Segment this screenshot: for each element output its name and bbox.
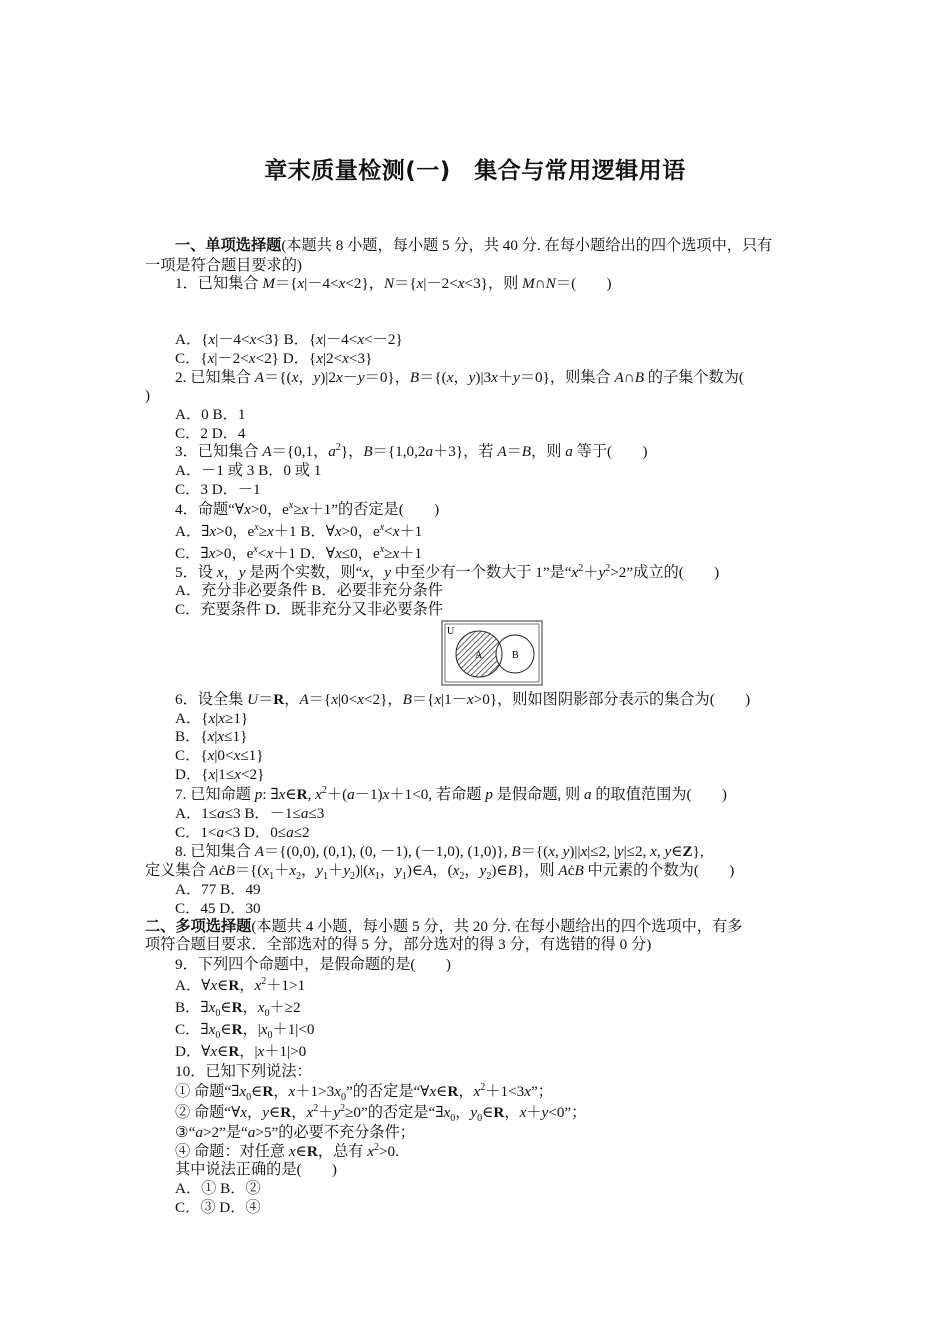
text-line: A．77 B．49 xyxy=(175,881,261,898)
text-line: A．充分非必要条件 B．必要非充分条件 xyxy=(175,582,443,599)
text-line: A．∃x>0，$e^x\ge x+1$ B．∀x>0，$e^x<x+1$ xyxy=(175,521,423,540)
text-line: C．$\exists x_0\in R$，$|x_0+1|<0$ xyxy=(175,1021,315,1042)
text-line: C．∃x>0，$e^x<x+1$ D．∀x≤0，$e^x\ge x+1$ xyxy=(175,543,423,562)
text-line: B．{x|x≤1} xyxy=(175,728,248,745)
text-line: 一、单项选择题(本题共 8 小题，每小题 5 分，共 40 分. 在每小题给出的四个选项中，只有 xyxy=(175,237,773,254)
text-line: 1．已知集合 M＝{x|－4<x<2}，N＝{x|－2<x<3}，则 M∩N＝( ) xyxy=(175,275,612,292)
text-line: C．3 D．－1 xyxy=(175,481,261,498)
text-line: 6．设全集 U＝R，A＝{x|0<x<2}，B＝{x|1－x>0}，则如图阴影部分表示的集合为( ) xyxy=(175,691,751,708)
text-line: 7. 已知命题 p: ∃x∈R, $x^2+(a-1)x+1<0$, 若命题 p 是假命题, 则 a 的取值范围为( ) xyxy=(175,784,727,803)
text-line: C．1<a<3 D．0≤a≤2 xyxy=(175,824,310,841)
text-line: ② 命题“∀x，y∈R，$x^2+y^2\ge 0$”的否定是“$\exists x_0$，$y_0\in R$，x＋y<0”； xyxy=(175,1102,587,1125)
text-line: 5．设 x，y 是两个实数，则“x，y 中至少有一个数大于 1”是“$x^2+y^2>2$”成立的( ) xyxy=(175,562,720,581)
text-line: 其中说法正确的是( ) xyxy=(175,1161,337,1178)
text-line: 8. 已知集合 A＝{(0,0), (0,1), (0, －1), (－1,0), (1,0)}, B＝{(x, y)||x|≤2, |y|≤2, x, y∈Z}, xyxy=(175,843,704,860)
text-line: A．① B．② xyxy=(175,1180,261,1197)
venn-label-u: U xyxy=(447,626,455,637)
page-title: 章末质量检测(一) 集合与常用逻辑用语 xyxy=(264,158,686,184)
text-line: 二、多项选择题(本题共 4 小题，每小题 5 分，共 20 分. 在每小题给出的四个选项中，有多 xyxy=(145,918,743,935)
text-line: 9．下列四个命题中，是假命题的是( ) xyxy=(175,956,451,973)
text-line: C．{x|0<x≤1} xyxy=(175,747,264,764)
text-line: 项符合题目要求．全部选对的得 5 分，部分选对的得 3 分，有选错的得 0 分) xyxy=(145,936,652,953)
text-line: ① 命题“$\exists x_0\in R$，$x+1>3x_0$”的否定是“∀x∈R，$x^2+1<3x$”； xyxy=(175,1081,553,1104)
text-line: ) xyxy=(145,387,151,404)
text-line: C．45 D．30 xyxy=(175,900,261,917)
text-line: 2. 已知集合 A＝{(x，y)|2x－y＝0}，B＝{(x，y)|3x＋y＝0}，则集合 A∩B 的子集个数为( xyxy=(175,369,744,386)
text-line: A．{x|－4<x<3} B．{x|－4<x<－2} xyxy=(175,331,403,348)
text-line: C．③ D．④ xyxy=(175,1199,261,1216)
text-line: A．－1 或 3 B．0 或 1 xyxy=(175,462,322,479)
text-line: 3．已知集合 A＝{0,1，$a^2$}，B＝{1,0,2a＋3}，若 A＝B，则 a 等于( ) xyxy=(175,441,648,460)
text-line: C．2 D．4 xyxy=(175,425,246,442)
text-line: ③“a>2”是“a>5”的必要不充分条件； xyxy=(175,1124,415,1141)
text-line: ④ 命题：对任意 x∈R，总有 $x^2>0$. xyxy=(175,1141,399,1160)
text-line: 10．已知下列说法： xyxy=(175,1063,312,1080)
venn-diagram xyxy=(441,620,543,686)
text-line: 4．命题“∀x>0，$e^x\ge x+1$”的否定是( ) xyxy=(175,499,440,518)
text-line: A．1≤a≤3 B．－1≤a≤3 xyxy=(175,805,325,822)
text-line: C．{x|－2<x<2} D．{x|2<x<3} xyxy=(175,350,373,367)
text-line: A．0 B．1 xyxy=(175,406,246,423)
venn-label-a: A xyxy=(475,650,483,661)
text-line: D．∀x∈R，|x＋1|>0 xyxy=(175,1043,307,1060)
text-line: A．∀x∈R，$x^2+1>1$ xyxy=(175,975,306,994)
venn-label-b: B xyxy=(512,650,519,661)
text-line: 一项是符合题目要求的) xyxy=(145,257,302,274)
text-line: D．{x|1≤x<2} xyxy=(175,766,265,783)
text-line: A．{x|x≥1} xyxy=(175,710,249,727)
text-line: C．充要条件 D．既非充分又非必要条件 xyxy=(175,601,443,618)
text-line: B．$\exists x_0\in R$，$x_0+\ge 2$ xyxy=(175,999,301,1020)
text-line: 定义集合 $AċB=\{(x_1+x_2$，$y_1+y_2)|(x_1$，$y_1)\in A$，($x_2$，$y_2)\in B$}，则 AċB 中元素的个数为( ) xyxy=(145,862,735,883)
